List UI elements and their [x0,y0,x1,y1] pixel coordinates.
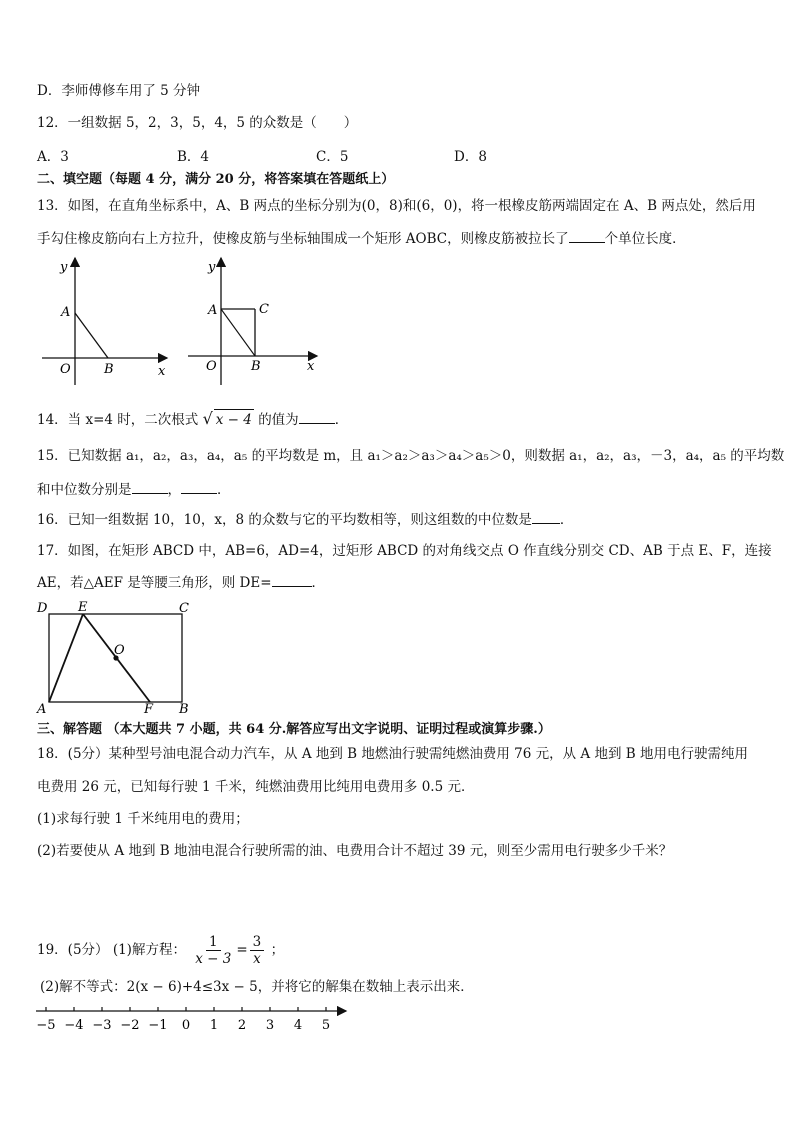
label-d: D [37,601,48,616]
label-x: x [158,364,166,379]
q13-text-end: 个单位长度． [604,231,686,247]
q14-line: 14．当 x=4 时，二次根式 √ x − 4 的值为 ． [37,409,349,428]
q14-radicand: x − 4 [214,409,254,430]
number-line [30,1002,360,1042]
label-a: A [37,702,47,713]
q13-figures [30,255,330,385]
q17-line-1: 17．如图，在矩形 ABCD 中，AB=6，AD=4，过矩形 ABCD 的对角线交点 O 作直线分别交 CD、AB 于点 E、F，连接 [37,543,772,559]
tick-label: −5 [36,1018,56,1033]
q17-figure [34,598,204,713]
q19-fraction-2 [250,934,265,967]
label-c: C [259,302,269,317]
tick-label: 2 [237,1018,247,1033]
tick-label: −2 [120,1018,140,1033]
fraction-1-numerator: 1 [206,934,221,951]
fraction-2-denominator: x [253,951,261,967]
q16-line [37,509,573,530]
q15-line-1: 15．已知数据 a₁，a₂，a₃，a₄，a₅ 的平均数是 m，且 a₁＞a₂＞a₃＞a₄＞a₅＞0，则数据 a₁，a₂，a₃，－3，a₄，a₅ 的平均数 [37,448,785,464]
tick-label: 0 [181,1018,191,1033]
q12-option-b: B．4 [177,149,210,165]
section-3-header: 三、解答题 （本大题共 7 小题，共 64 分.解答应写出文字说明、证明过程或演算步骤.） [37,722,551,737]
label-o-2: O [206,359,217,374]
label-b-2: B [251,359,261,374]
label-b: B [179,702,189,713]
tick-label: 1 [209,1018,219,1033]
q13-line-2 [37,228,686,249]
q14-answer-blank [299,409,335,424]
tick-label: −4 [64,1018,84,1033]
equals-sign: = [236,942,248,958]
q14-text-end: ． [334,412,349,428]
q18-line-1: 18．(5分）某种型号油电混合动力汽车，从 A 地到 B 地燃油行驶需纯燃油费用 76 元，从 A 地到 B 地用电行驶需纯用 [37,746,748,762]
q18-line-2: 电费用 26 元，已知每行驶 1 千米，纯燃油费用比纯用电费用多 0.5 元． [37,779,475,795]
label-c: C [179,601,189,616]
tick-label: 5 [321,1018,331,1033]
label-b: B [104,362,114,377]
q16-answer-blank [532,509,560,524]
q16-end: ． [559,512,574,528]
q19-end: ； [270,942,285,958]
label-y-2: y [208,260,216,275]
q13-text: 手勾住橡皮筋向右上方拉升，使橡皮筋与坐标轴围成一个矩形 AOBC，则橡皮筋被拉长了 [37,231,569,247]
label-e: E [78,600,88,615]
tick-label: 4 [293,1018,303,1033]
segment-ae [49,614,83,702]
q19-line-1 [37,930,284,970]
label-y: y [60,260,68,275]
q12-option-d: D．8 [454,149,487,165]
q16-text: 16．已知一组数据 10，10，x，8 的众数与它的平均数相等，则这组数的中位数是 [37,512,532,528]
segment-ab [75,313,108,358]
q15-blank-mean [132,479,168,494]
q13-answer-blank [569,228,605,243]
q14-text-2: 的值为 [258,412,299,428]
q12-option-c: C．5 [316,149,349,165]
q12-stem: 12．一组数据 5，2，3，5，4，5 的众数是（ ） [37,115,358,131]
q15-text: 和中位数分别是 [37,482,132,498]
q13-line-1: 13．如图，在直角坐标系中，A、B 两点的坐标分别为(0，8)和(6，0)，将一根橡皮筋两端固定在 A、B 两点处，然后用 [37,198,756,214]
q15-line-2 [37,479,231,500]
fraction-1-denominator: x − 3 [195,951,232,967]
label-o: O [60,362,71,377]
segment-ab-2 [221,309,255,356]
q15-end: ． [217,482,231,498]
tick-label: 3 [265,1018,275,1033]
q13-figure-2 [188,258,317,385]
q15-sep: ， [167,482,181,498]
q19-part-2: (2)解不等式：2(x − 6)+4≤3x − 5，并将它的解集在数轴上表示出来． [40,979,474,995]
label-a: A [61,305,71,320]
tick-label: −3 [92,1018,112,1033]
q18-part-1: (1)求每行驶 1 千米纯用电的费用； [37,811,249,827]
q14-text: 14．当 x=4 时，二次根式 [37,412,199,428]
q13-figure-1 [42,258,167,385]
section-2-header: 二、填空题（每题 4 分，满分 20 分，将答案填在答题纸上） [37,172,395,187]
q17-text: AE，若△AEF 是等腰三角形，则 DE= [37,575,272,591]
q17-end: ． [311,575,326,591]
label-o: O [114,643,125,658]
q12-option-a: A．3 [37,149,69,165]
label-f: F [144,702,154,713]
q19-fraction-1 [192,934,234,967]
q17-line-2 [37,572,325,593]
q19-text: 19．(5分） (1)解方程： [37,942,186,958]
fraction-2-numerator: 3 [250,934,265,951]
label-a-2: A [208,303,218,318]
q11-option-d: D．李师傅修车用了 5 分钟 [37,83,200,99]
q15-blank-median [181,479,217,494]
q18-part-2: (2)若要使从 A 地到 B 地油电混合行驶所需的油、电费用合计不超过 39 元，则至少需用电行驶多少千米？ [37,843,673,859]
tick-label: −1 [148,1018,168,1033]
q17-answer-blank [272,572,312,587]
label-x-2: x [307,359,315,374]
